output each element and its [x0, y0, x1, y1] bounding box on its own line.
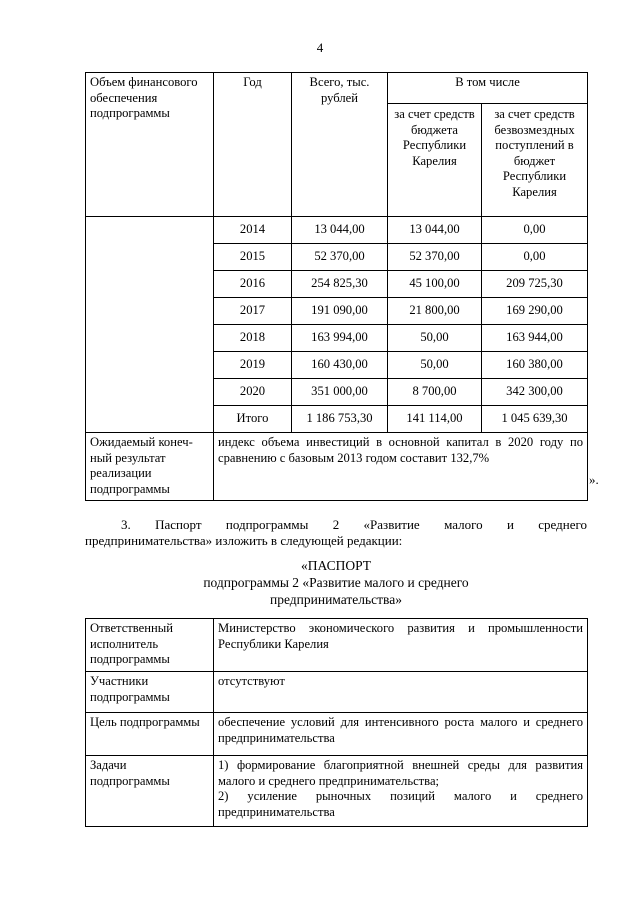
table-row	[86, 217, 588, 244]
paragraph-line-1: 3. Паспорт подпрограммы 2 «Развитие малого и среднего	[121, 517, 587, 532]
year-cell: 2015	[214, 244, 292, 271]
year-cell: 2016	[214, 271, 292, 298]
passport-title-line-1: «ПАСПОРТ	[301, 558, 371, 573]
paragraph-line-2: предпринимательства» изложить в следующей редакции:	[85, 533, 403, 548]
budget-cell: 13 044,00	[388, 217, 482, 244]
passport-tasks	[214, 756, 588, 827]
closing-quote: ».	[589, 472, 599, 487]
grants-cell: 1 045 639,30	[482, 406, 588, 433]
year-cell: 2017	[214, 298, 292, 325]
budget-cell: 52 370,00	[388, 244, 482, 271]
budget-cell: 8 700,00	[388, 379, 482, 406]
grants-cell: 160 380,00	[482, 352, 588, 379]
total-cell: 1 186 753,30	[292, 406, 388, 433]
passport-label: Цель подпрограммы	[86, 713, 214, 756]
table-row	[86, 672, 588, 713]
grants-cell: 0,00	[482, 217, 588, 244]
header-budget: за счет средств бюджета Республики Карелия	[388, 104, 482, 217]
total-cell: 160 430,00	[292, 352, 388, 379]
year-cell: 2018	[214, 325, 292, 352]
budget-cell: 21 800,00	[388, 298, 482, 325]
page-number: 4	[316, 40, 324, 55]
total-cell: 351 000,00	[292, 379, 388, 406]
grants-cell: 163 944,00	[482, 325, 588, 352]
table-row	[86, 619, 588, 672]
empty-label-cell	[86, 217, 214, 433]
table-row	[86, 713, 588, 756]
passport-value: Министерство экономического развития и промышленности Республики Карелия	[214, 619, 588, 672]
grants-cell: 342 300,00	[482, 379, 588, 406]
header-total: Всего, тыс. рублей	[292, 73, 388, 217]
header-grants: за счет средств безвозмездных поступлений в бюджет Республики Карелия	[482, 104, 588, 217]
grants-cell: 0,00	[482, 244, 588, 271]
passport-title-line-2: подпрограммы 2 «Развитие малого и среднего	[203, 575, 469, 590]
year-cell: Итого	[214, 406, 292, 433]
year-cell: 2020	[214, 379, 292, 406]
header-year: Год	[214, 73, 292, 217]
passport-label: Участники подпрограммы	[86, 672, 214, 713]
passport-table	[85, 618, 588, 827]
financing-row-label: Объем финансового обеспечения подпрограммы	[86, 73, 214, 217]
total-cell: 13 044,00	[292, 217, 388, 244]
budget-cell: 45 100,00	[388, 271, 482, 298]
passport-value: отсутствуют	[214, 672, 588, 713]
total-cell: 254 825,30	[292, 271, 388, 298]
task-2: 2) усиление рыночных позиций малого и среднего предпринимательства	[218, 789, 583, 819]
header-including: В том числе	[388, 73, 588, 104]
passport-value: обеспечение условий для интенсивного роста малого и среднего предпринимательства	[214, 713, 588, 756]
task-1: 1) формирование благоприятной внешней среды для развития малого и среднего предпринимательства;	[218, 758, 583, 788]
year-cell: 2014	[214, 217, 292, 244]
total-cell: 163 994,00	[292, 325, 388, 352]
financing-table	[85, 72, 588, 501]
grants-cell: 209 725,30	[482, 271, 588, 298]
expected-result-label: Ожидаемый конеч-ный результат реализации подпрограммы	[86, 433, 214, 501]
passport-title-line-3: предпринимательства»	[269, 592, 402, 607]
amendment-paragraph	[85, 517, 587, 549]
table-row	[86, 756, 588, 827]
year-cell: 2019	[214, 352, 292, 379]
passport-label: Ответственный исполнитель подпрограммы	[86, 619, 214, 672]
budget-cell: 50,00	[388, 325, 482, 352]
passport-title	[85, 557, 587, 608]
budget-cell: 141 114,00	[388, 406, 482, 433]
total-cell: 191 090,00	[292, 298, 388, 325]
budget-cell: 50,00	[388, 352, 482, 379]
expected-result-value: индекс объема инвестиций в основной капитал в 2020 году по сравнению с базовым 2013 годом составит 132,7%	[214, 433, 588, 501]
total-cell: 52 370,00	[292, 244, 388, 271]
grants-cell: 169 290,00	[482, 298, 588, 325]
passport-label: Задачи подпрограммы	[86, 756, 214, 827]
